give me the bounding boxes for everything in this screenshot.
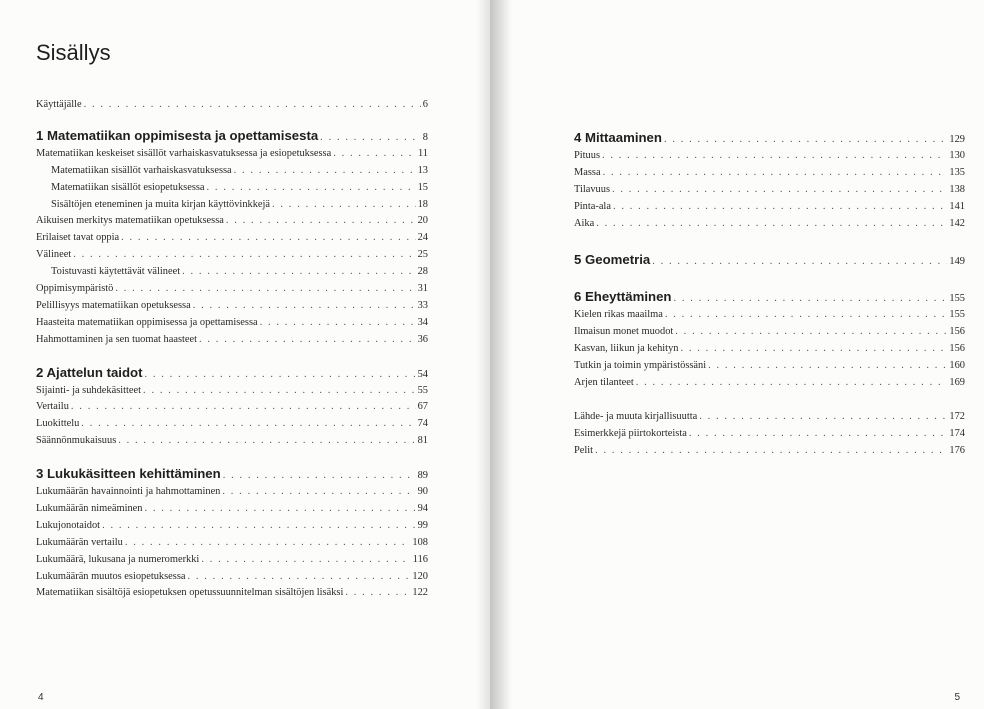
toc-entry[interactable] [574, 216, 965, 233]
toc-entry-title: 2 Ajattelun taidot [36, 364, 143, 380]
toc-entry[interactable] [36, 213, 428, 230]
toc-entry-title: 5 Geometria [574, 252, 651, 268]
toc-entry[interactable] [574, 307, 965, 324]
toc-chapter-heading[interactable] [36, 463, 428, 484]
toc-entry[interactable] [36, 552, 428, 569]
toc-entry-title: Lukujonotaidot [36, 519, 101, 531]
toc-entry-title: Toistuvasti käytettävät välineet [51, 266, 181, 278]
toc-entry[interactable] [574, 341, 965, 358]
toc-entry[interactable] [574, 199, 965, 216]
toc-entry-title: 4 Mittaaminen [574, 130, 662, 145]
toc-entry-page: 155 [949, 309, 965, 321]
toc-section-3 [36, 463, 428, 602]
toc-leader [118, 433, 415, 450]
toc-leader [143, 383, 416, 400]
toc-entry-page: 36 [417, 333, 428, 345]
toc-entry-title: Tilavuus [574, 183, 610, 195]
toc-leader [199, 332, 416, 349]
toc-leader [708, 358, 947, 375]
toc-entry-page: 94 [417, 503, 428, 515]
toc-entry-title: Matematiikan sisällöt varhaiskasvatuksessa [51, 164, 232, 176]
toc-entry[interactable] [36, 281, 428, 298]
toc-section-6 [574, 286, 965, 391]
toc-chapter-heading[interactable] [574, 127, 965, 148]
right-page [490, 0, 984, 709]
toc-entry[interactable] [36, 416, 428, 433]
left-page [0, 0, 490, 709]
toc-entry[interactable] [36, 518, 428, 535]
toc-leader [675, 324, 947, 341]
toc-entry[interactable] [574, 426, 965, 443]
toc-entry-page: 6 [422, 99, 428, 110]
toc-leader [636, 375, 948, 392]
toc-entry-page: 28 [417, 266, 428, 278]
toc-leader [71, 399, 416, 416]
toc-leader [603, 165, 948, 182]
toc-entry-title: Sisältöjen eteneminen ja muita kirjan käyttövinkkejä [51, 198, 271, 210]
toc-leader [144, 364, 415, 385]
toc-leader [226, 213, 416, 230]
toc-entry-title: Lukumäärän nimeäminen [36, 503, 143, 515]
toc-entry[interactable] [36, 97, 428, 114]
toc-entry-title: Välineet [36, 249, 72, 261]
toc-entry-title: Pelillisyys matematiikan opetuksessa [36, 299, 191, 311]
toc-entry-page: 24 [417, 232, 428, 244]
toc-entry[interactable] [36, 264, 428, 281]
toc-leader [193, 298, 416, 315]
toc-entry-title: Ilmaisun monet muodot [574, 326, 674, 338]
toc-entry[interactable] [574, 148, 965, 165]
toc-leader [102, 518, 416, 535]
toc-entry-title: Sijainti- ja suhdekäsitteet [36, 384, 142, 396]
toc-entry[interactable] [36, 535, 428, 552]
toc-entry-page: 74 [417, 418, 428, 430]
toc-entry-title: Hahmottaminen ja sen tuomat haasteet [36, 333, 198, 345]
toc-entry[interactable] [574, 375, 965, 392]
toc-leader [680, 341, 947, 358]
toc-leader [673, 288, 947, 309]
toc-chapter-heading[interactable] [574, 249, 965, 270]
toc-entry[interactable] [574, 358, 965, 375]
toc-entry-title: Kielen rikas maailma [574, 309, 663, 321]
toc-leader [222, 484, 415, 501]
toc-entry-page: 99 [417, 519, 428, 531]
toc-entry-title: Lukumäärän havainnointi ja hahmottaminen [36, 486, 221, 498]
toc-leader [612, 182, 947, 199]
toc-entry[interactable] [36, 298, 428, 315]
toc-leader [182, 264, 415, 281]
toc-section-2 [36, 362, 428, 451]
toc-leader [613, 199, 947, 216]
toc-entry-title: Oppimisympäristö [36, 283, 114, 295]
toc-entry-page: 169 [949, 377, 965, 389]
toc-leader [333, 146, 416, 163]
toc-entry-page: 33 [417, 299, 428, 311]
toc-entry-page: 130 [949, 150, 965, 161]
toc-leader [320, 127, 421, 148]
toc-entry-page: 156 [949, 326, 965, 338]
toc-section-intro [36, 97, 428, 114]
page-title: Sisällys [36, 40, 111, 65]
toc-entry-title: Matematiikan sisältöjä esiopetuksen opetussuunnitelman sisältöjen lisäksi [36, 587, 344, 599]
toc-leader [260, 315, 416, 332]
toc-entry-page: 176 [949, 444, 965, 456]
toc-entry-title: Aika [574, 217, 595, 229]
page-number: 4 [38, 692, 44, 703]
toc-entry-page: 138 [949, 183, 965, 195]
toc-entry-title: Käyttäjälle [36, 99, 82, 110]
toc-entry-title: Lukumäärän vertailu [36, 536, 123, 548]
toc-entry-title: Lähde- ja muuta kirjallisuutta [574, 410, 698, 422]
toc-entry[interactable] [36, 180, 428, 197]
toc-chapter-heading[interactable] [36, 362, 428, 383]
toc-leader [596, 216, 947, 233]
toc-entry-page: 67 [417, 401, 428, 413]
toc-leader [234, 163, 416, 180]
toc-entry-title: Lukumäärä, lukusana ja numeromerkki [36, 553, 200, 565]
right-gutter-shadow [490, 0, 512, 709]
page-number: 5 [954, 692, 960, 703]
toc-entry-page: 116 [412, 553, 428, 565]
toc-entry[interactable] [574, 409, 965, 426]
toc-entry-page: 8 [422, 131, 428, 143]
toc-entry[interactable] [36, 585, 428, 602]
toc-entry-title: Aikuisen merkitys matematiikan opetuksessa [36, 215, 224, 227]
toc-entry-page: 81 [417, 435, 428, 447]
toc-entry-title: Vertailu [36, 401, 69, 413]
toc-entry-page: 25 [417, 249, 428, 261]
toc-leader [121, 230, 416, 247]
toc-entry-title: Pelit [574, 444, 594, 456]
left-gutter-shadow [476, 0, 490, 709]
toc-chapter-heading[interactable] [36, 125, 428, 146]
toc-leader [115, 281, 415, 298]
toc-entry-page: 15 [417, 181, 428, 193]
toc-entry[interactable] [36, 247, 428, 264]
toc-entry-title: 3 Lukukäsitteen kehittäminen [36, 466, 221, 482]
toc-leader [201, 552, 410, 569]
toc-leader [81, 416, 415, 433]
toc-entry-title: Säännönmukaisuus [36, 435, 117, 447]
toc-entry-title: 6 Eheyttäminen [574, 289, 672, 305]
toc-entry[interactable] [574, 182, 965, 199]
toc-entry-title: Massa [574, 166, 601, 178]
toc-entry-page: 160 [949, 360, 965, 372]
toc-leader [84, 97, 421, 114]
toc-leader [187, 569, 410, 586]
toc-entry-page: 129 [949, 134, 965, 145]
toc-entry-page: 135 [949, 166, 965, 178]
toc-entry-title: Arjen tilanteet [574, 377, 634, 389]
toc-entry[interactable] [574, 324, 965, 341]
toc-entry-page: 122 [412, 587, 428, 599]
toc-entry-page: 172 [949, 410, 965, 422]
toc-entry[interactable] [574, 443, 965, 460]
toc-entry-title: Erilaiset tavat oppia [36, 232, 120, 244]
toc-entry[interactable] [36, 332, 428, 349]
toc-entry-title: Esimerkkejä piirtokorteista [574, 427, 687, 439]
toc-leader [664, 129, 947, 150]
toc-entry-page: 142 [949, 217, 965, 229]
toc-entry-title: Luokittelu [36, 418, 80, 430]
toc-entry[interactable] [36, 315, 428, 332]
toc-entry-page: 155 [949, 293, 965, 305]
toc-entry[interactable] [36, 399, 428, 416]
toc-leader [272, 197, 416, 214]
toc-entry[interactable] [36, 146, 428, 163]
toc-leader [223, 465, 416, 486]
toc-entry[interactable] [36, 569, 428, 586]
toc-entry-title: Matematiikan sisällöt esiopetuksessa [51, 181, 205, 193]
toc-leader [689, 426, 948, 443]
toc-section-1 [36, 125, 428, 349]
toc-entry-page: 55 [417, 384, 428, 396]
toc-entry[interactable] [36, 230, 428, 247]
toc-entry-title: Matematiikan keskeiset sisällöt varhaiskasvatuksessa ja esiopetuksessa [36, 147, 332, 159]
toc-right [574, 127, 965, 473]
toc-entry-page: 149 [949, 256, 965, 268]
toc-leader [144, 501, 415, 518]
toc-entry-title: Pinta-ala [574, 200, 611, 212]
toc-entry-title: Tutkin ja toimin ympäristössäni [574, 360, 707, 372]
toc-entry[interactable] [36, 433, 428, 450]
toc-chapter-heading[interactable] [574, 286, 965, 307]
toc-entry[interactable] [36, 383, 428, 400]
toc-entry-page: 90 [417, 486, 428, 498]
toc-entry[interactable] [574, 165, 965, 182]
toc-entry-page: 31 [417, 283, 428, 295]
toc-entry-page: 54 [417, 368, 428, 380]
toc-entry-page: 89 [417, 470, 428, 482]
toc-entry-page: 34 [417, 316, 428, 328]
toc-leader [125, 535, 411, 552]
toc-leader [73, 247, 415, 264]
toc-entry[interactable] [36, 197, 428, 214]
toc-leader [602, 148, 947, 165]
toc-entry-page: 20 [417, 215, 428, 227]
toc-section-5 [574, 249, 965, 270]
toc-leader [207, 180, 416, 197]
toc-entry-page: 18 [417, 198, 428, 210]
toc-entry-title: Lukumäärän muutos esiopetuksessa [36, 570, 186, 582]
toc-section-appendix [574, 409, 965, 460]
toc-entry-title: 1 Matematiikan oppimisesta ja opettamisesta [36, 127, 319, 143]
toc-left [36, 97, 428, 615]
toc-entry-page: 141 [949, 200, 965, 212]
toc-entry-page: 13 [417, 164, 428, 176]
toc-entry-page: 120 [412, 570, 428, 582]
toc-entry-page: 108 [412, 536, 428, 548]
toc-leader [699, 409, 947, 426]
toc-entry-page: 174 [949, 427, 965, 439]
toc-entry-page: 11 [417, 147, 428, 159]
toc-leader [345, 585, 410, 602]
toc-entry[interactable] [36, 163, 428, 180]
toc-entry-page: 156 [949, 343, 965, 355]
toc-leader [652, 251, 947, 272]
toc-leader [595, 443, 947, 460]
toc-entry-title: Haasteita matematiikan oppimisessa ja opettamisessa [36, 316, 258, 328]
toc-section-4 [574, 127, 965, 232]
toc-entry[interactable] [36, 501, 428, 518]
toc-leader [665, 307, 948, 324]
toc-entry-title: Kasvan, liikun ja kehityn [574, 343, 679, 355]
toc-entry-title: Pituus [574, 150, 600, 161]
toc-entry[interactable] [36, 484, 428, 501]
